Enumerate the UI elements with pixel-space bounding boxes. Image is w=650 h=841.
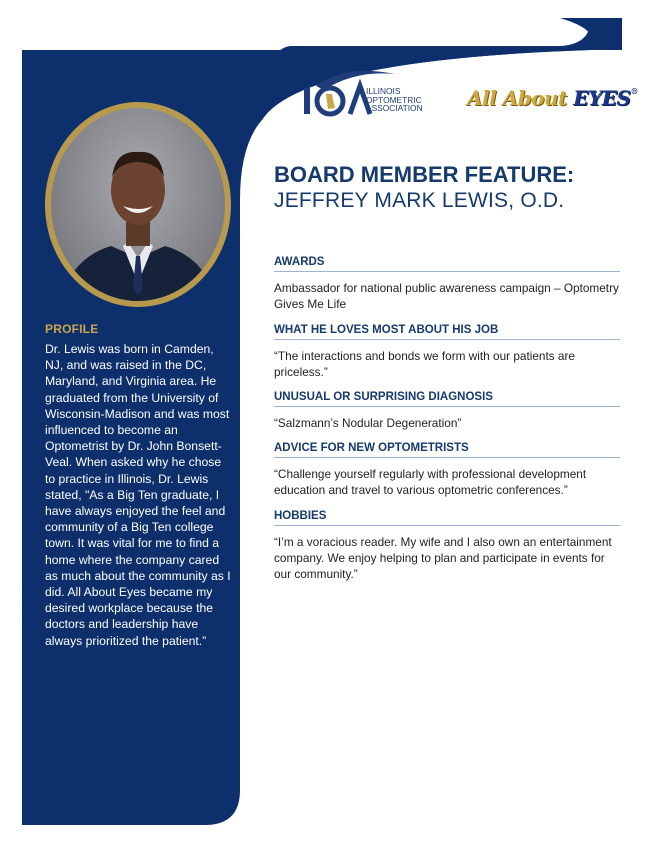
section-hobbies <box>274 510 620 582</box>
all-about-eyes-logo <box>467 86 638 110</box>
ioa-logo-text <box>366 87 423 113</box>
section-awards <box>274 256 620 312</box>
aae-logo-registered: ® <box>630 86 638 96</box>
section-heading: AWARDS <box>274 256 620 272</box>
section-heading: ADVICE FOR NEW OPTOMETRISTS <box>274 442 620 458</box>
ioa-text-line2: OPTOMETRIC <box>366 94 422 105</box>
section-advice <box>274 442 620 498</box>
ioa-text-line1: ILLINOIS <box>366 86 401 96</box>
section-heading: UNUSUAL OR SURPRISING DIAGNOSIS <box>274 391 620 407</box>
profile-photo <box>51 108 225 301</box>
section-diagnosis <box>274 391 620 431</box>
section-body: “Challenge yourself regularly with professional development education and travel to various optometric conferences.” <box>274 467 587 497</box>
section-body: “I’m a voracious reader. My wife and I also own an entertainment company. We enjoy helping to plan and participate in events for our community.” <box>274 535 612 581</box>
section-body: Ambassador for national public awareness campaign – Optometry Gives Me Life <box>274 281 619 311</box>
dot-mark: . <box>275 56 278 66</box>
profile-text: Dr. Lewis was born in Camden, NJ, and was raised in the DC, Maryland, and Virginia area. He graduated from the University of Wisconsin-Madison and was most influenced to become an Optometrist by Dr. John Bonsett-Veal. When asked why he chose to practice in Illinois, Dr. Lewis stated, "As a Big Ten graduate, I have always enjoyed the feel and community of a Big Ten college town. It was vital for me to find a home where the company cared as much about the community as I did. All About Eyes became my desired workplace because the doctors and leadership have always prioritized the patient.” <box>45 342 231 648</box>
profile-heading: PROFILE <box>45 322 99 336</box>
section-loves-job <box>274 324 620 380</box>
section-heading: WHAT HE LOVES MOST ABOUT HIS JOB <box>274 324 620 340</box>
ioa-text-line3: ASSOCIATION <box>366 103 423 114</box>
page-title: BOARD MEMBER FEATURE: <box>274 162 575 187</box>
profile-photo-frame <box>45 102 231 307</box>
aae-logo-part1: All About <box>467 86 574 110</box>
section-body: “Salzmann’s Nodular Degeneration” <box>274 416 462 430</box>
aae-logo-eyes: EYES <box>573 86 631 110</box>
section-body: “The interactions and bonds we form with our patients are priceless.” <box>274 349 575 379</box>
section-heading: HOBBIES <box>274 510 620 526</box>
portrait-illustration <box>51 108 225 301</box>
page-subtitle: JEFFREY MARK LEWIS, O.D. <box>274 189 565 212</box>
